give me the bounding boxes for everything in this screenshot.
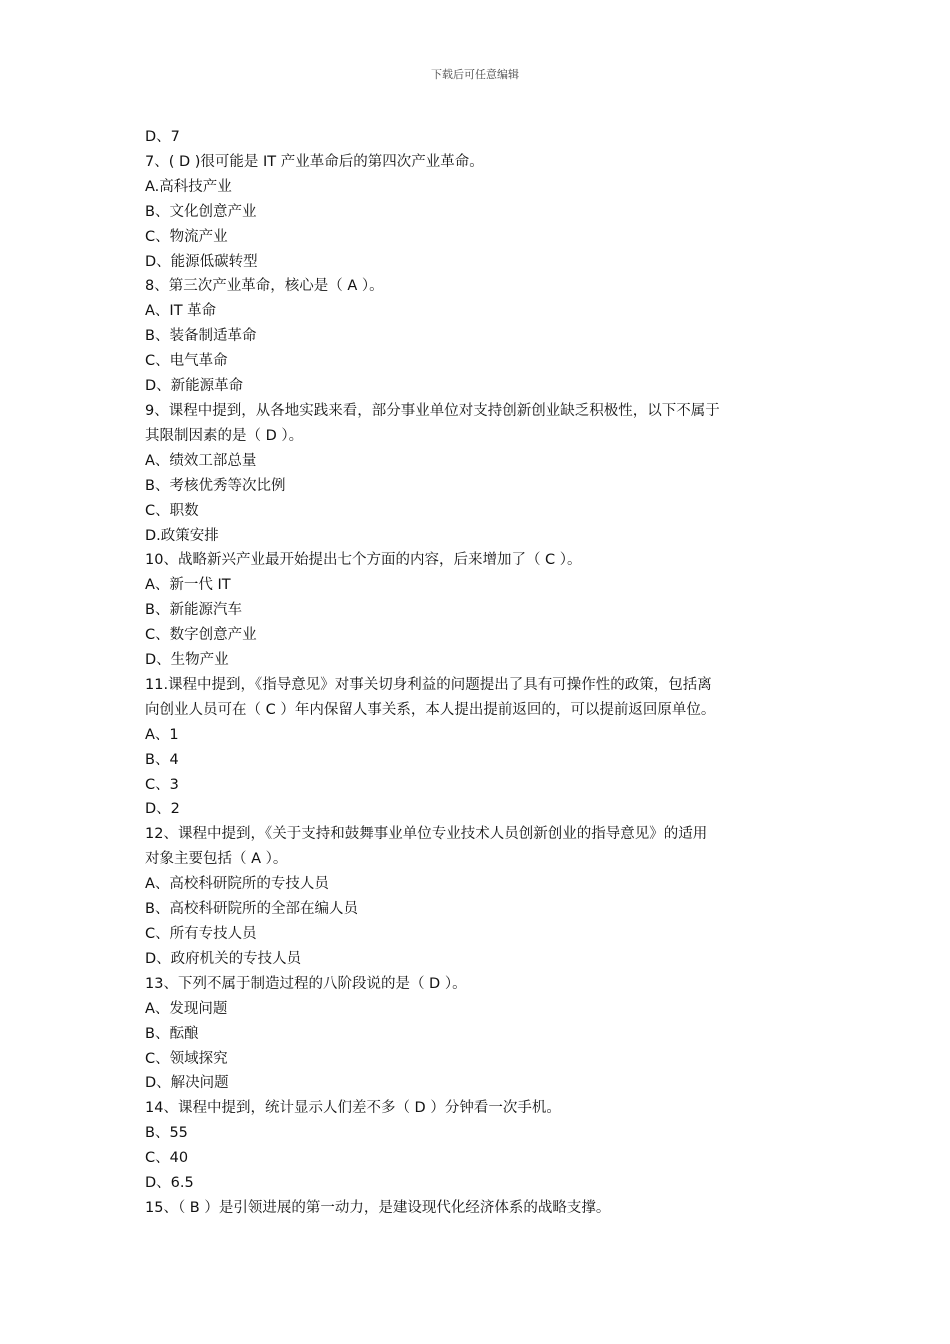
option-line: D、解决问题: [145, 1075, 229, 1092]
option-line: A、发现问题: [145, 1000, 228, 1017]
option-line: B、55: [145, 1125, 188, 1142]
question-10: 10、战略新兴产业最开始提出七个方面的内容，后来增加了（ C ）。: [145, 552, 582, 569]
question-11-cont: 向创业人员可在（ C ）年内保留人事关系，本人提出提前返回的，可以提前返回原单位。: [145, 701, 716, 718]
question-14: 14、课程中提到，统计显示人们差不多（ D ）分钟看一次手机。: [145, 1100, 561, 1117]
option-line: C、所有专技人员: [145, 926, 257, 942]
option-line: B、装备制适革命: [145, 328, 257, 345]
page-header: 下载后可任意编辑: [431, 68, 519, 81]
document-body: [145, 125, 815, 1221]
option-line: D、能源低碳转型: [145, 253, 258, 270]
question-9-cont: 其限制因素的是（ D ）。: [145, 427, 304, 444]
question-7: 7、( D )很可能是 IT 产业革命后的第四次产业革命。: [145, 153, 484, 170]
option-line: C、职数: [145, 502, 199, 519]
option-line: B、文化创意产业: [145, 203, 257, 220]
question-15: 15、（ B ）是引领进展的第一动力，是建设现代化经济体系的战略支撑。: [145, 1199, 611, 1216]
option-line: A、IT 革命: [145, 303, 217, 320]
option-line: C、数字创意产业: [145, 627, 257, 644]
option-line: D、生物产业: [145, 652, 229, 669]
question-8: 8、第三次产业革命，核心是（ A ）。: [145, 278, 384, 295]
option-line: A、绩效工部总量: [145, 452, 257, 469]
option-line: D、6.5: [145, 1175, 194, 1192]
option-line: D、政府机关的专技人员: [145, 950, 302, 967]
option-line: D.政策安排: [145, 527, 219, 544]
option-line: A.高科技产业: [145, 178, 232, 195]
option-line: A、1: [145, 726, 179, 743]
option-line: D、2: [145, 801, 180, 818]
option-line: C、电气革命: [145, 353, 228, 370]
option-line: B、4: [145, 751, 179, 768]
option-line: C、领域探究: [145, 1050, 228, 1067]
question-9: 9、课程中提到，从各地实践来看，部分事业单位对支持创新创业缺乏积极性，以下不属于: [145, 402, 720, 419]
question-12: 12、课程中提到，《关于支持和鼓舞事业单位专业技术人员创新创业的指导意见》的适用: [145, 826, 708, 843]
question-13: 13、下列不属于制造过程的八阶段说的是（ D ）。: [145, 975, 467, 992]
option-line: B、新能源汽车: [145, 602, 242, 619]
option-line: A、新一代 IT: [145, 577, 231, 594]
option-line: A、高校科研院所的专技人员: [145, 876, 329, 893]
option-line: B、酝酿: [145, 1025, 199, 1042]
option-line: B、考核优秀等次比例: [145, 477, 286, 494]
option-line: C、物流产业: [145, 228, 228, 245]
option-line: C、40: [145, 1150, 189, 1167]
text-line: D、7: [145, 129, 180, 145]
option-line: C、3: [145, 776, 179, 793]
question-12-cont: 对象主要包括（ A ）。: [145, 851, 288, 868]
option-line: B、高校科研院所的全部在编人员: [145, 901, 358, 918]
option-line: D、新能源革命: [145, 378, 244, 395]
question-11: 11.课程中提到，《指导意见》对事关切身利益的问题提出了具有可操作性的政策，包括离: [145, 676, 712, 693]
